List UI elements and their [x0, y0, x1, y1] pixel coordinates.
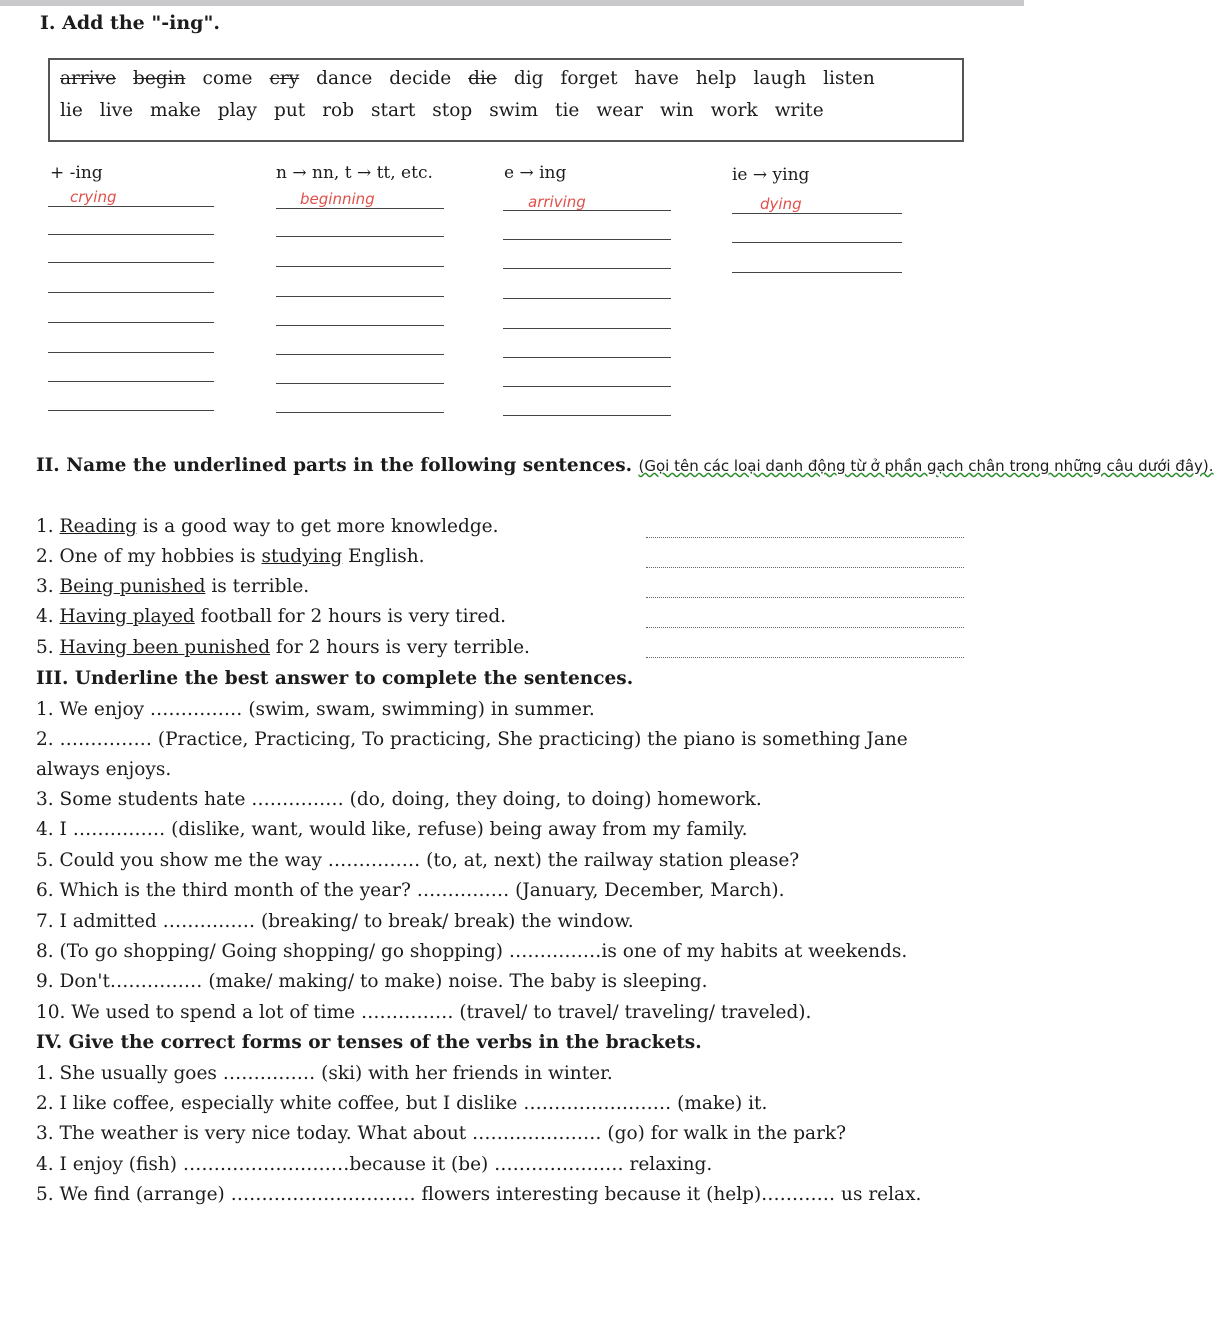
section-4-title: IV. Give the correct forms or tenses of the verbs in the brackets.	[36, 1032, 702, 1053]
blank-col2-row3[interactable]	[276, 266, 444, 267]
word-win: win	[660, 100, 694, 121]
blank-col1-row5[interactable]	[48, 322, 214, 323]
example-arriving: arriving	[528, 193, 586, 211]
word-box	[48, 58, 964, 142]
example-dying: dying	[760, 195, 802, 213]
s4-item-5: 5. We find (arrange) ………………………… flowers interesting because it (help)………… us relax.	[36, 1184, 922, 1205]
s4-item-4: 4. I enjoy (fish) ………………………because it (be) ………………… relaxing.	[36, 1154, 713, 1175]
s3-item-1: 1. We enjoy …………… (swim, swam, swimming) in summer.	[36, 699, 595, 720]
word-laugh: laugh	[753, 68, 807, 89]
word-arrive: arrive	[60, 68, 117, 89]
word-dig: dig	[513, 68, 544, 89]
s4-item-3: 3. The weather is very nice today. What about ………………… (go) for walk in the park?	[36, 1123, 847, 1144]
blank-col3-row5[interactable]	[503, 328, 671, 329]
blank-col3-row1[interactable]	[503, 210, 671, 211]
col-head-double: n → nn, t → tt, etc.	[276, 163, 433, 183]
word-listen: listen	[823, 68, 875, 89]
s4-item-1: 1. She usually goes …………… (ski) with her friends in winter.	[36, 1063, 613, 1084]
section-3-title: III. Underline the best answer to complete the sentences.	[36, 668, 634, 689]
blank-col1-row4[interactable]	[48, 292, 214, 293]
s2-item-5: 5. Having been punished for 2 hours is very terrible.	[36, 637, 530, 658]
blank-col2-row7[interactable]	[276, 383, 444, 384]
blank-col1-row1[interactable]	[48, 206, 214, 207]
word-have: have	[634, 68, 679, 89]
blank-col1-row2[interactable]	[48, 234, 214, 235]
word-forget: forget	[560, 68, 618, 89]
word-begin: begin	[133, 68, 186, 89]
word-wear: wear	[596, 100, 643, 121]
s3-item-2-cont: always enjoys.	[36, 759, 172, 780]
word-come: come	[202, 68, 253, 89]
s3-item-3: 3. Some students hate …………… (do, doing, they doing, to doing) homework.	[36, 789, 762, 810]
word-stop: stop	[432, 100, 473, 121]
s3-item-8: 8. (To go shopping/ Going shopping/ go shopping) ……………is one of my habits at weekends.	[36, 941, 908, 962]
s2-answer-4[interactable]	[646, 627, 964, 628]
s3-item-5: 5. Could you show me the way …………… (to, at, next) the railway station please?	[36, 850, 800, 871]
blank-col2-row4[interactable]	[276, 296, 444, 297]
blank-col4-row2[interactable]	[732, 242, 902, 243]
s2-item-4: 4. Having played football for 2 hours is very tired.	[36, 606, 507, 627]
s2-answer-2[interactable]	[646, 567, 964, 568]
word-dance: dance	[316, 68, 373, 89]
word-help: help	[695, 68, 737, 89]
blank-col3-row2[interactable]	[503, 239, 671, 240]
blank-col2-row1[interactable]	[276, 208, 444, 209]
s3-item-7: 7. I admitted …………… (breaking/ to break/ break) the window.	[36, 911, 634, 932]
col-head-ie: ie → ying	[732, 165, 810, 185]
word-rob: rob	[322, 100, 355, 121]
col-head-ing: + -ing	[50, 163, 103, 183]
word-die: die	[468, 68, 497, 89]
word-row-2	[60, 100, 841, 121]
example-crying: crying	[70, 188, 117, 206]
word-start: start	[371, 100, 416, 121]
blank-col2-row8[interactable]	[276, 412, 444, 413]
s3-item-6: 6. Which is the third month of the year? …………… (January, December, March).	[36, 880, 785, 901]
s2-answer-3[interactable]	[646, 597, 964, 598]
blank-col3-row7[interactable]	[503, 386, 671, 387]
word-decide: decide	[389, 68, 452, 89]
s2-item-3: 3. Being punished is terrible.	[36, 576, 310, 597]
blank-col3-row8[interactable]	[503, 415, 671, 416]
s2-answer-1[interactable]	[646, 537, 964, 538]
word-tie: tie	[555, 100, 580, 121]
section-1-title: I. Add the "-ing".	[40, 12, 220, 34]
word-lie: lie	[60, 100, 83, 121]
word-work: work	[710, 100, 758, 121]
col-head-e: e → ing	[504, 163, 567, 183]
s4-item-2: 2. I like coffee, especially white coffee, but I dislike …………………… (make) it.	[36, 1093, 768, 1114]
blank-col3-row6[interactable]	[503, 357, 671, 358]
top-border	[0, 0, 1024, 6]
blank-col1-row7[interactable]	[48, 381, 214, 382]
blank-col1-row8[interactable]	[48, 410, 214, 411]
example-beginning: beginning	[300, 190, 375, 208]
section-2-title: II. Name the underlined parts in the following sentences. (Gọi tên các loại danh động từ ở phần gạch chân trong những câu dưới đây).	[36, 455, 1214, 476]
word-live: live	[99, 100, 134, 121]
blank-col2-row6[interactable]	[276, 354, 444, 355]
blank-col4-row3[interactable]	[732, 272, 902, 273]
blank-col3-row4[interactable]	[503, 298, 671, 299]
blank-col4-row1[interactable]	[732, 213, 902, 214]
s2-item-1: 1. Reading is a good way to get more knowledge.	[36, 516, 499, 537]
blank-col1-row6[interactable]	[48, 352, 214, 353]
word-make: make	[150, 100, 201, 121]
word-cry: cry	[269, 68, 300, 89]
s3-item-10: 10. We used to spend a lot of time …………… (travel/ to travel/ traveling/ traveled).	[36, 1002, 812, 1023]
blank-col1-row3[interactable]	[48, 262, 214, 263]
word-swim: swim	[489, 100, 539, 121]
word-row-1	[60, 68, 892, 89]
s3-item-2: 2. …………… (Practice, Practicing, To practicing, She practicing) the piano is something Jane	[36, 729, 908, 750]
s3-item-4: 4. I …………… (dislike, want, would like, refuse) being away from my family.	[36, 819, 748, 840]
blank-col2-row5[interactable]	[276, 325, 444, 326]
s3-item-9: 9. Don't…………… (make/ making/ to make) noise. The baby is sleeping.	[36, 971, 708, 992]
word-play: play	[217, 100, 258, 121]
s2-item-2: 2. One of my hobbies is studying English.	[36, 546, 425, 567]
blank-col3-row3[interactable]	[503, 268, 671, 269]
word-put: put	[274, 100, 306, 121]
s2-answer-5[interactable]	[646, 657, 964, 658]
word-write: write	[774, 100, 824, 121]
blank-col2-row2[interactable]	[276, 236, 444, 237]
